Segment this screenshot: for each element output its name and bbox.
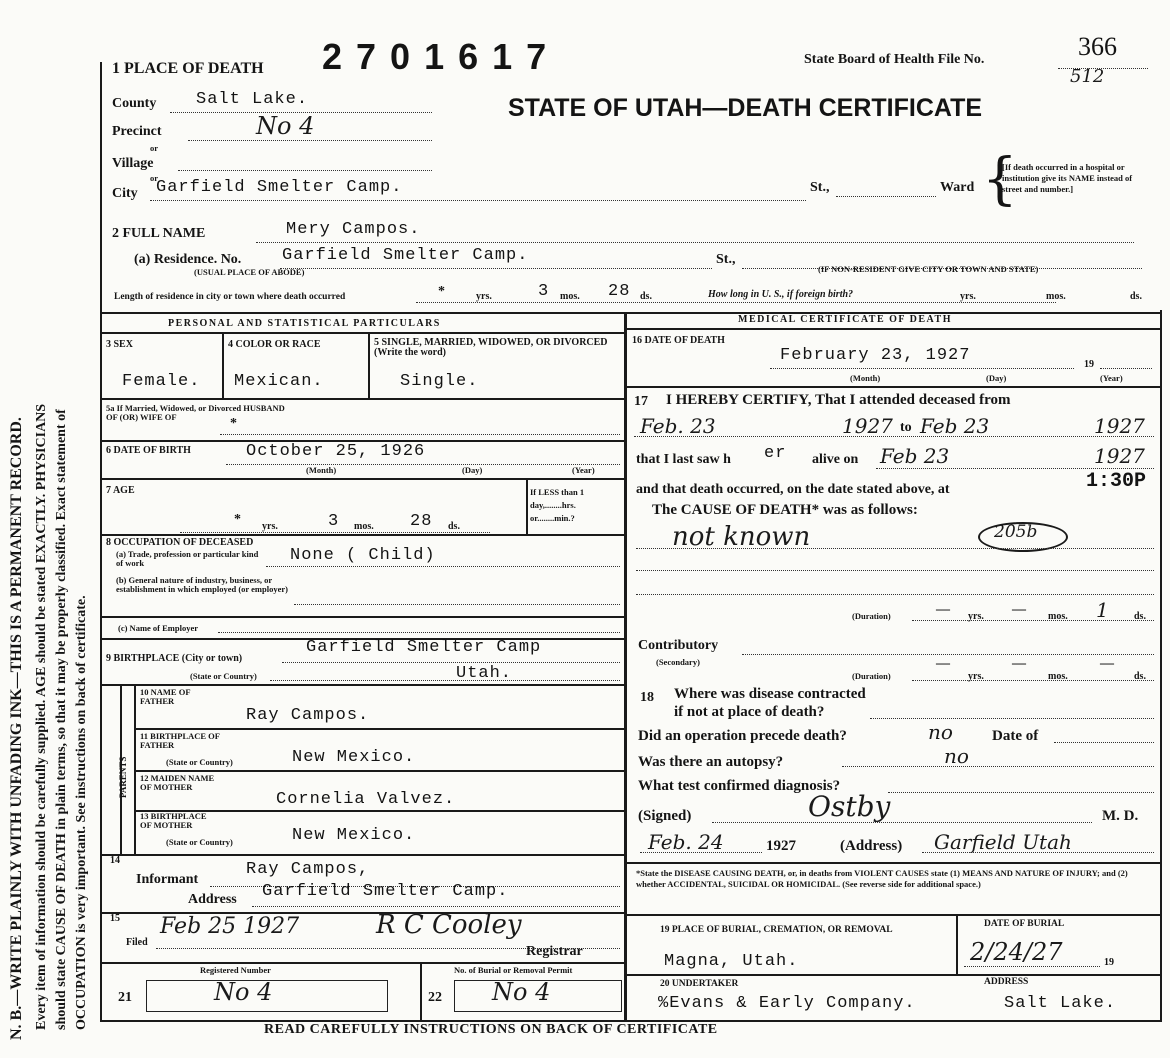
where-contracted-number: 18 bbox=[640, 690, 654, 705]
birthplace-city: Garfield Smelter Camp bbox=[306, 638, 542, 657]
physician-signature: Ostby bbox=[808, 790, 891, 823]
physician-address: Garfield Utah bbox=[934, 830, 1072, 854]
occupation-sub-a: (a) Trade, profession or particular kind of work bbox=[116, 549, 259, 568]
employer-label: (c) Name of Employer bbox=[118, 623, 199, 633]
age-mos-label: mos. bbox=[354, 521, 374, 532]
filed-number: 15 bbox=[110, 913, 120, 924]
marital-value: Single. bbox=[400, 372, 479, 391]
secondary-label: (Secondary) bbox=[656, 657, 700, 667]
burial-permit-cell: 22 bbox=[428, 990, 442, 1005]
duration2-ds-value: — bbox=[1100, 656, 1114, 671]
operation-date-label: Date of bbox=[992, 728, 1039, 744]
signed-label: (Signed) bbox=[638, 808, 692, 824]
last-saw-date: Feb 23 bbox=[880, 444, 950, 468]
certify-number: 17 bbox=[634, 394, 648, 409]
parents-label: PARENTS bbox=[118, 756, 128, 798]
occupation-sub-b: (b) General nature of industry, business, or establishment in which employed (or employer) bbox=[116, 575, 288, 594]
dob-month-label: (Month) bbox=[306, 465, 337, 475]
spouse-value: * bbox=[230, 416, 237, 431]
burial-date-value: 2/24/27 bbox=[970, 938, 1063, 966]
md-label: M. D. bbox=[1102, 808, 1139, 824]
color-label: 4 COLOR OR RACE bbox=[228, 339, 321, 350]
duration2-yrs-label: yrs. bbox=[968, 671, 984, 682]
autopsy-label: Was there an autopsy? bbox=[638, 754, 784, 770]
usual-place-label: (USUAL PLACE OF ABODE) bbox=[194, 267, 305, 277]
margin-note-permanent: N. B.—WRITE PLAINLY WITH UNFADING INK—THIS IS A PERMANENT RECORD. bbox=[8, 417, 25, 1040]
death-occurred-label: and that death occurred, on the date stated above, at bbox=[636, 482, 950, 497]
full-name-label: 2 FULL NAME bbox=[112, 226, 206, 241]
undertaker-address-label: ADDRESS bbox=[984, 977, 1029, 987]
duration-label-1: (Duration) bbox=[852, 611, 891, 621]
age-yrs-label: yrs. bbox=[262, 521, 278, 532]
registered-number-cell: 21 bbox=[118, 990, 132, 1005]
attended-to: Feb 23 bbox=[920, 414, 990, 438]
place-of-death-label: 1 PLACE OF DEATH bbox=[112, 60, 264, 77]
duration-ds-value: 1 bbox=[1096, 598, 1109, 622]
medical-section-title: MEDICAL CERTIFICATE OF DEATH bbox=[738, 314, 952, 325]
duration-label-2: (Duration) bbox=[852, 671, 891, 681]
filed-label: Filed bbox=[126, 937, 148, 948]
undertaker-label: 20 UNDERTAKER bbox=[660, 979, 739, 989]
attended-to-label: to bbox=[900, 420, 912, 435]
county-value: Salt Lake. bbox=[196, 90, 309, 109]
cause-footnote: *State the DISEASE CAUSING DEATH, or, in deaths from VIOLENT CAUSES state (1) MEANS AND NATURE OF INJURY; and (2) whether ACCIDENTAL, SUICIDAL OR HOMICIDAL. (See reverse side for additional space.) bbox=[636, 868, 1128, 889]
us-residence-label: How long in U. S., if foreign birth? bbox=[708, 289, 854, 300]
age-mos-value: 3 bbox=[328, 512, 340, 531]
duration2-ds-label: ds. bbox=[1134, 671, 1146, 682]
cause-code: 205b bbox=[994, 522, 1038, 542]
precinct-label: Precinct bbox=[112, 124, 162, 139]
undertaker-value: %Evans & Early Company. bbox=[658, 994, 916, 1013]
burial-permit-label: No. of Burial or Removal Permit bbox=[454, 965, 573, 975]
test-confirmed-label: What test confirmed diagnosis? bbox=[638, 778, 841, 794]
registrar-signature: R C Cooley bbox=[376, 910, 522, 940]
mother-label: 12 MAIDEN NAME OF MOTHER bbox=[140, 773, 215, 792]
duration2-mos-value: — bbox=[1012, 656, 1026, 671]
birthplace-state: Utah. bbox=[456, 664, 513, 683]
dob-label: 6 DATE OF BIRTH bbox=[106, 445, 191, 456]
dob-value: October 25, 1926 bbox=[246, 442, 426, 461]
village-label: Village bbox=[112, 156, 154, 171]
burial-place-label: 19 PLACE OF BURIAL, CREMATION, OR REMOVAL bbox=[660, 925, 893, 935]
registered-number-value: No 4 bbox=[214, 978, 273, 1006]
father-value: Ray Campos. bbox=[246, 706, 370, 725]
length-ds-value: 28 bbox=[608, 282, 631, 301]
left-border bbox=[100, 62, 102, 1022]
age-ds-value: 28 bbox=[410, 512, 433, 531]
spouse-label: 5a If Married, Widowed, or Divorced HUSBAND OF (OR) WIFE OF bbox=[106, 403, 285, 422]
alive-on-label: alive on bbox=[812, 452, 859, 467]
age-label: 7 AGE bbox=[106, 485, 135, 496]
mother-value: Cornelia Valvez. bbox=[276, 790, 456, 809]
color-value: Mexican. bbox=[234, 372, 324, 391]
duration-yrs-value: — bbox=[936, 602, 950, 617]
undertaker-address: Salt Lake. bbox=[1004, 994, 1117, 1013]
signed-date: Feb. 24 bbox=[648, 830, 724, 854]
father-birthplace-state-label: (State or Country) bbox=[166, 757, 233, 767]
right-border bbox=[1160, 310, 1162, 1022]
physician-address-label: (Address) bbox=[840, 838, 903, 854]
duration-mos-label: mos. bbox=[1048, 611, 1068, 622]
burial-date-19: 19 bbox=[1104, 957, 1114, 968]
operation-value: no bbox=[928, 720, 953, 744]
ward-label: Ward bbox=[940, 180, 975, 195]
attended-from: Feb. 23 bbox=[640, 414, 716, 438]
or-label-2: or bbox=[150, 173, 159, 183]
where-contracted-label: Where was disease contracted bbox=[674, 686, 866, 702]
burial-date-label: DATE OF BURIAL bbox=[984, 919, 1065, 929]
burial-place-value: Magna, Utah. bbox=[664, 952, 799, 971]
file-no: 366 bbox=[1078, 32, 1117, 61]
registrar-label: Registrar bbox=[526, 944, 583, 959]
last-saw-label: that I last saw h bbox=[636, 452, 731, 467]
birthplace-label: 9 BIRTHPLACE (City or town) bbox=[106, 653, 243, 664]
date-of-death-value: February 23, 1927 bbox=[780, 346, 971, 365]
date-of-death-19: 19 bbox=[1084, 359, 1094, 370]
duration-ds-label: ds. bbox=[1134, 611, 1146, 622]
length-yrs-value: * bbox=[438, 284, 445, 299]
residence-st-label: St., bbox=[716, 252, 736, 267]
or-label-1: or bbox=[150, 143, 159, 153]
length-ds-label: ds. bbox=[640, 291, 652, 302]
mother-birthplace-value: New Mexico. bbox=[292, 826, 416, 845]
father-label: 10 NAME OF FATHER bbox=[140, 687, 191, 706]
burial-permit-value: No 4 bbox=[492, 978, 551, 1006]
us-mos-label: mos. bbox=[1046, 291, 1066, 302]
residence-value: Garfield Smelter Camp. bbox=[282, 246, 529, 265]
margin-note-cause: should state CAUSE OF DEATH in plain terms, so that it may be properly classified. Exact statement of bbox=[54, 409, 69, 1030]
time-of-death: 1:30P bbox=[1086, 470, 1147, 493]
personal-section-title: PERSONAL AND STATISTICAL PARTICULARS bbox=[168, 318, 441, 329]
duration-mos-value: — bbox=[1012, 602, 1026, 617]
us-yrs-label: yrs. bbox=[960, 291, 976, 302]
length-mos-value: 3 bbox=[538, 282, 550, 301]
death-month-label: (Month) bbox=[850, 373, 881, 383]
operation-label: Did an operation precede death? bbox=[638, 728, 847, 744]
death-year-label: (Year) bbox=[1100, 373, 1123, 383]
hospital-note: [If death occurred in a hospital or institution give its NAME instead of street and number.] bbox=[1002, 162, 1133, 194]
signed-year: 1927 bbox=[766, 838, 796, 854]
certificate-title: STATE OF UTAH—DEATH CERTIFICATE bbox=[508, 94, 983, 122]
footer-instructions: READ CAREFULLY INSTRUCTIONS ON BACK OF CERTIFICATE bbox=[264, 1022, 718, 1037]
us-ds-label: ds. bbox=[1130, 291, 1142, 302]
father-birthplace-value: New Mexico. bbox=[292, 748, 416, 767]
city-label: City bbox=[112, 186, 138, 201]
less-than-day-label: If LESS than 1 day,........hrs. or........min.? bbox=[530, 487, 585, 523]
informant-value: Ray Campos, bbox=[246, 860, 370, 879]
duration2-yrs-value: — bbox=[936, 656, 950, 671]
age-yrs-value: * bbox=[234, 512, 241, 527]
duration-yrs-label: yrs. bbox=[968, 611, 984, 622]
county-label: County bbox=[112, 96, 157, 111]
residence-label: (a) Residence. No. bbox=[134, 252, 242, 267]
certificate-number: 2701617 bbox=[322, 36, 561, 77]
informant-address-label: Address bbox=[188, 892, 237, 907]
full-name-value: Mery Campos. bbox=[286, 220, 421, 239]
informant-label: Informant bbox=[136, 872, 199, 887]
death-certificate: N. B.—WRITE PLAINLY WITH UNFADING INK—THIS IS A PERMANENT RECORD. Every item of information should be carefully supplied. AGE should be stated EXACTLY. PHYSICIANS should state CAUSE OF DEATH in plain terms, so that it may be properly classified. Exact statement of OCCUPATION is very important. See instructions on back of certificate. 1 PLACE OF DEATH 2701617 State Board of Health File No. 366 512 STATE OF UTAH—DEATH CERTIFICATE County Salt Lake. Precinct No 4 or Village or City Garfield Smelter Camp. St., Ward { [If death occurred in a hospital or institution give its NAME instead of street and number.] 2 FULL NAME Mery Campos. (a) Residence. No. Garfield Smelter Camp. (USUAL PLACE OF ABODE) St., (IF NON-RESIDENT GIVE CITY OR TOWN AND STATE) Length of residence in city or town where death occurred * yrs. 3 mos. 28 ds. How long in U. S., if foreign birth? yrs. mos. ds. PERSONAL AND STATISTICAL PARTICULARS 3 SEX 4 COLOR OR RACE 5 SINGLE, MARRIED, WIDOWED, OR DIVORCED (Write the word) Female. Mexican. Single. 5a If Married, Widowed, or Divorced HUSBAND OF (OR) WIFE OF * 6 DATE OF BIRTH October 25, 1926 (Month) (Day) (Year) 7 AGE * yrs. 3 mos. 28 ds. If LESS than 1 day,........hrs. or........min.? 8 OCCUPATION OF DECEASED (a) Trade, profession or particular kind of work (b) General nature of industry, business, or establishment in which employed (or employer) None ( Child) (c) Name of Employer 9 BIRTHPLACE (City or town) Garfield Smelter Camp (State or Country) Utah. PARENTS 10 NAME OF FATHER Ray Campos. 11 BIRTHPLACE OF FATHER (State or Country) New Mexico. 12 MAIDEN NAME OF MOTHER Cornelia Valvez. 13 BIRTHPLACE OF MOTHER (State or Country) New Mexico. 14 Informant Ray Campos, Address Garfield Smelter Camp. 15 Filed Feb 25 1927 R C Cooley Registrar Registered Number 21 No 4 No. of Burial or Removal Permit 22 No 4 MEDICAL CERTIFICATE OF DEATH 16 DATE OF DEATH February 23, 1927 19 (Month) (Day) (Year) 17 I HEREBY CERTIFY, That I attended deceased from Feb. 23 1927 to Feb 23 1927 that I last saw h er alive on Feb 23 1927 and that death occurred, on the date stated above, at 1:30P The CAUSE OF DEATH* was as follows: not known 205b (Duration) — yrs. — mos. 1 ds. Contributory (Secondary) (Duration) — yrs. — mos. — ds. 18 Where was disease contracted if not at place of death? Did an operation precede death? no Date of Was there an autopsy? no What test confirmed diagnosis? (Signed) Ostby M. D. Feb. 24 1927 (Address) Garfield Utah *State the DISEASE CAUSING DEATH, or, in deaths from VIOLENT CAUSES state (1) MEANS AND NATURE OF INJURY; and (2) whether ACCIDENTAL, SUICIDAL OR HOMICIDAL. (See reverse side for additional space.) 19 PLACE OF BURIAL, CREMATION, OR REMOVAL DATE OF BURIAL Magna, Utah. 2/24/27 19 20 UNDERTAKER ADDRESS %Evans & Early Company. Salt Lake. READ CAREFULLY INSTRUCTIONS ON BACK OF CERTIFICATE bbox=[0, 0, 1170, 1058]
filed-date: Feb 25 1927 bbox=[160, 914, 300, 939]
contributory-label: Contributory bbox=[638, 638, 719, 653]
margin-note-occupation: OCCUPATION is very important. See instructions on back of certificate. bbox=[74, 595, 89, 1030]
last-saw-pronoun: er bbox=[764, 444, 787, 463]
length-residence-label: Length of residence in city or town where death occurred bbox=[114, 292, 346, 302]
dob-day-label: (Day) bbox=[462, 465, 483, 475]
registered-number-label: Registered Number bbox=[200, 965, 271, 975]
attended-to-year: 1927 bbox=[1094, 414, 1145, 438]
length-mos-label: mos. bbox=[560, 291, 580, 302]
sex-label: 3 SEX bbox=[106, 339, 133, 350]
last-saw-year: 1927 bbox=[1094, 444, 1145, 468]
certify-label: I HEREBY CERTIFY, That I attended deceased from bbox=[666, 392, 1011, 408]
marital-label: 5 SINGLE, MARRIED, WIDOWED, OR DIVORCED (Write the word) bbox=[374, 337, 608, 358]
file-no-handwritten: 512 bbox=[1070, 66, 1105, 87]
birthplace-state-label: (State or Country) bbox=[190, 671, 257, 681]
mother-birthplace-label: 13 BIRTHPLACE OF MOTHER bbox=[140, 811, 207, 830]
city-value: Garfield Smelter Camp. bbox=[156, 178, 403, 197]
precinct-value: No 4 bbox=[256, 112, 315, 140]
mother-birthplace-state-label: (State or Country) bbox=[166, 837, 233, 847]
length-yrs-label: yrs. bbox=[476, 291, 492, 302]
cause-label: The CAUSE OF DEATH* was as follows: bbox=[652, 502, 918, 518]
occupation-value: None ( Child) bbox=[290, 546, 436, 565]
informant-address-value: Garfield Smelter Camp. bbox=[262, 882, 509, 901]
date-of-death-label: 16 DATE OF DEATH bbox=[632, 335, 725, 346]
duration2-mos-label: mos. bbox=[1048, 671, 1068, 682]
city-st-label: St., bbox=[810, 180, 830, 195]
margin-note-every-item: Every item of information should be carefully supplied. AGE should be stated EXACTLY. PHYSICIANS bbox=[34, 403, 49, 1030]
autopsy-value: no bbox=[944, 744, 969, 768]
attended-from-year: 1927 bbox=[842, 414, 893, 438]
occupation-label: 8 OCCUPATION OF DECEASED bbox=[106, 537, 254, 548]
sex-value: Female. bbox=[122, 372, 201, 391]
father-birthplace-label: 11 BIRTHPLACE OF FATHER bbox=[140, 731, 220, 750]
informant-number: 14 bbox=[110, 855, 120, 866]
file-no-label: State Board of Health File No. bbox=[804, 52, 985, 67]
nonresident-note: (IF NON-RESIDENT GIVE CITY OR TOWN AND STATE) bbox=[818, 264, 1039, 274]
cause-value: not known bbox=[672, 522, 811, 552]
dob-year-label: (Year) bbox=[572, 465, 595, 475]
death-day-label: (Day) bbox=[986, 373, 1007, 383]
age-ds-label: ds. bbox=[448, 521, 460, 532]
where-contracted-label-2: if not at place of death? bbox=[674, 704, 825, 720]
